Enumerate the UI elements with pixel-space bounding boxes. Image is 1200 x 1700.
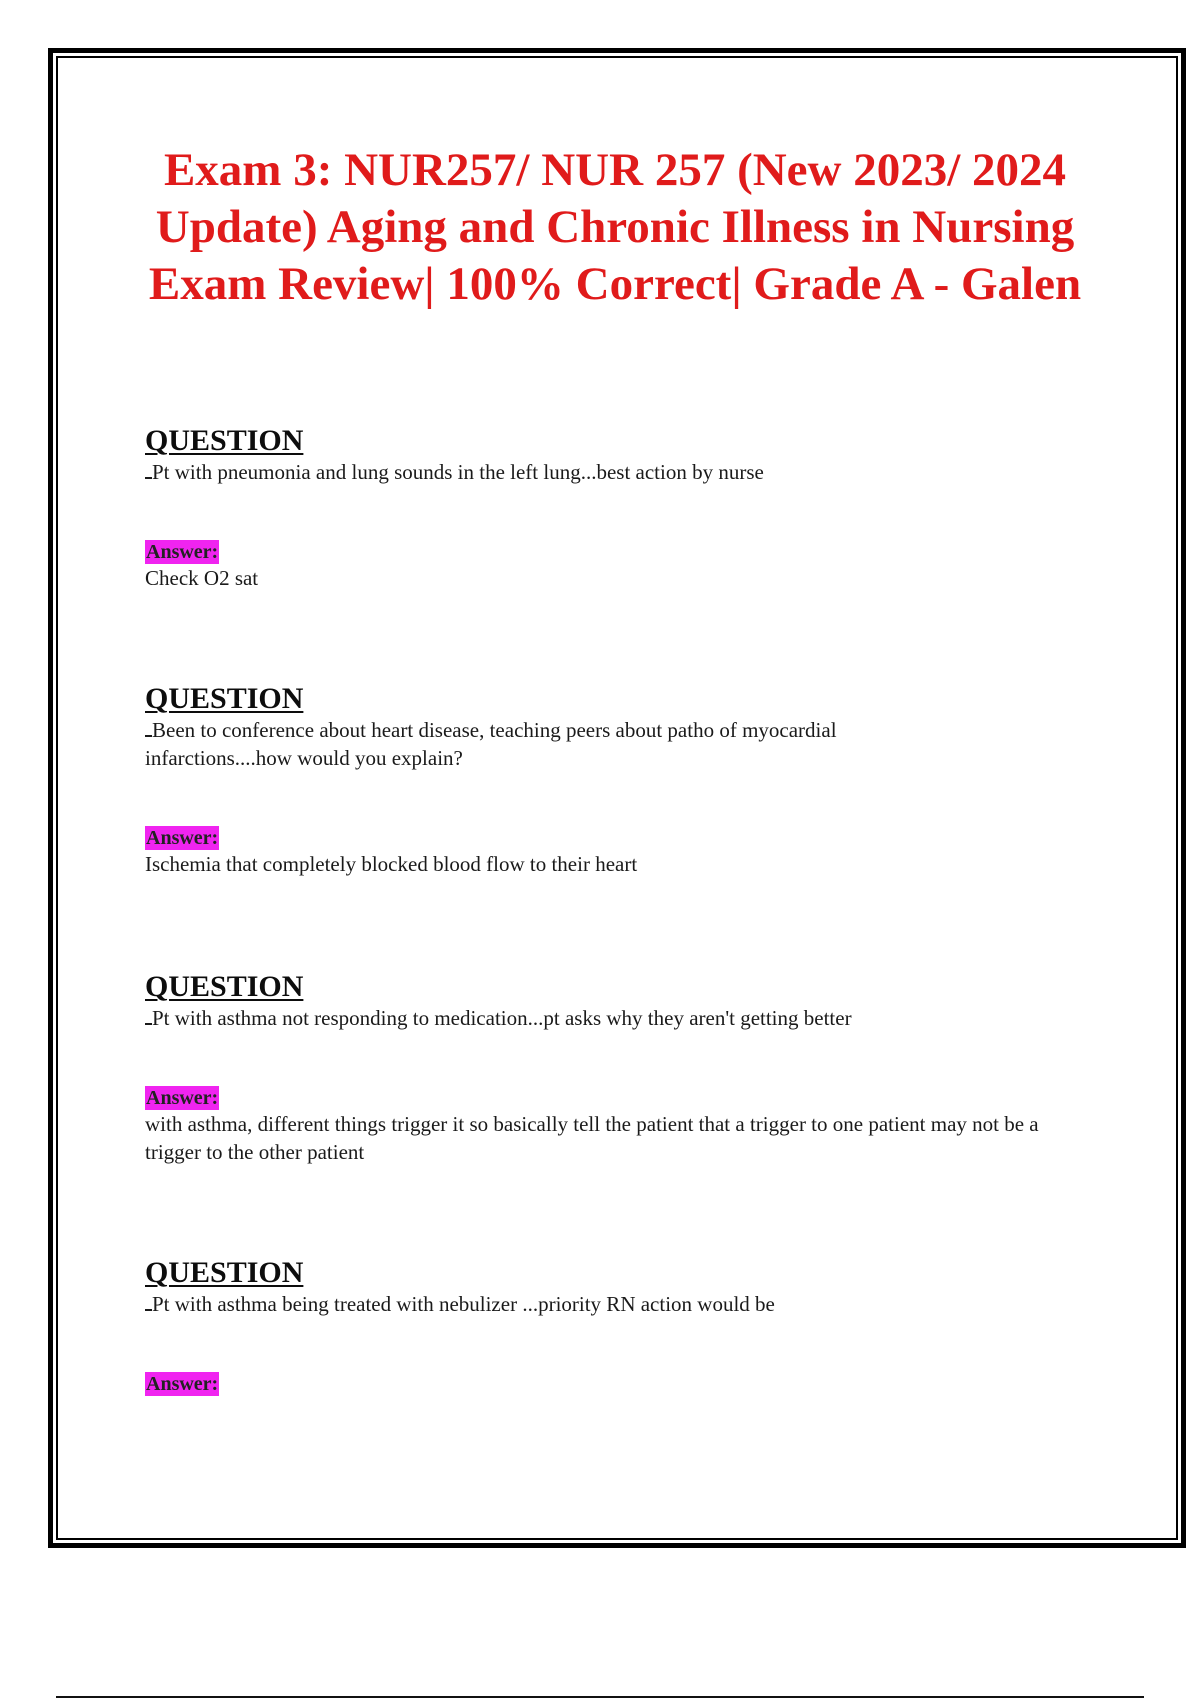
document-title: Exam 3: NUR257/ NUR 257 (New 2023/ 2024 Update) Aging and Chronic Illness in Nursing Exam Review| 100% Correct| Grade A - Galen [148, 144, 1082, 310]
question-heading: QUESTION [145, 682, 304, 715]
footer-divider [56, 1696, 1144, 1698]
answer-text: with asthma, different things trigger it so basically tell the patient that a trigger to one patient may not be a trigger to the other patient [145, 1112, 1039, 1164]
question-marker [145, 476, 152, 479]
question-text: Pt with asthma not responding to medication...pt asks why they aren't getting better [152, 1006, 852, 1030]
question-text: Pt with asthma being treated with nebulizer ...priority RN action would be [152, 1292, 775, 1316]
answer-text: Ischemia that completely blocked blood flow to their heart [145, 852, 638, 876]
answer-text: Check O2 sat [145, 566, 259, 590]
question-text: Pt with pneumonia and lung sounds in the left lung...best action by nurse [152, 460, 764, 484]
question-heading: QUESTION [145, 424, 304, 457]
qa-item-3 [145, 970, 1075, 1166]
question-text-row [145, 1290, 1075, 1318]
answer-label: Answer: [146, 541, 219, 563]
qa-item-4 [145, 1256, 1075, 1396]
question-heading: QUESTION [145, 970, 304, 1003]
answer-label: Answer: [146, 1087, 219, 1109]
question-text-row [145, 716, 965, 772]
answer-label: Answer: [146, 1373, 219, 1395]
question-marker [145, 1022, 152, 1025]
qa-item-2 [145, 682, 1075, 878]
question-heading: QUESTION [145, 1256, 304, 1289]
question-text-row [145, 1004, 1075, 1032]
question-marker [145, 734, 152, 737]
question-text-row [145, 458, 1075, 486]
question-marker [145, 1308, 152, 1311]
answer-label: Answer: [146, 827, 219, 849]
question-text: Been to conference about heart disease, teaching peers about patho of myocardial infarctions....how would you explain? [145, 718, 837, 770]
qa-item-1 [145, 424, 1075, 592]
